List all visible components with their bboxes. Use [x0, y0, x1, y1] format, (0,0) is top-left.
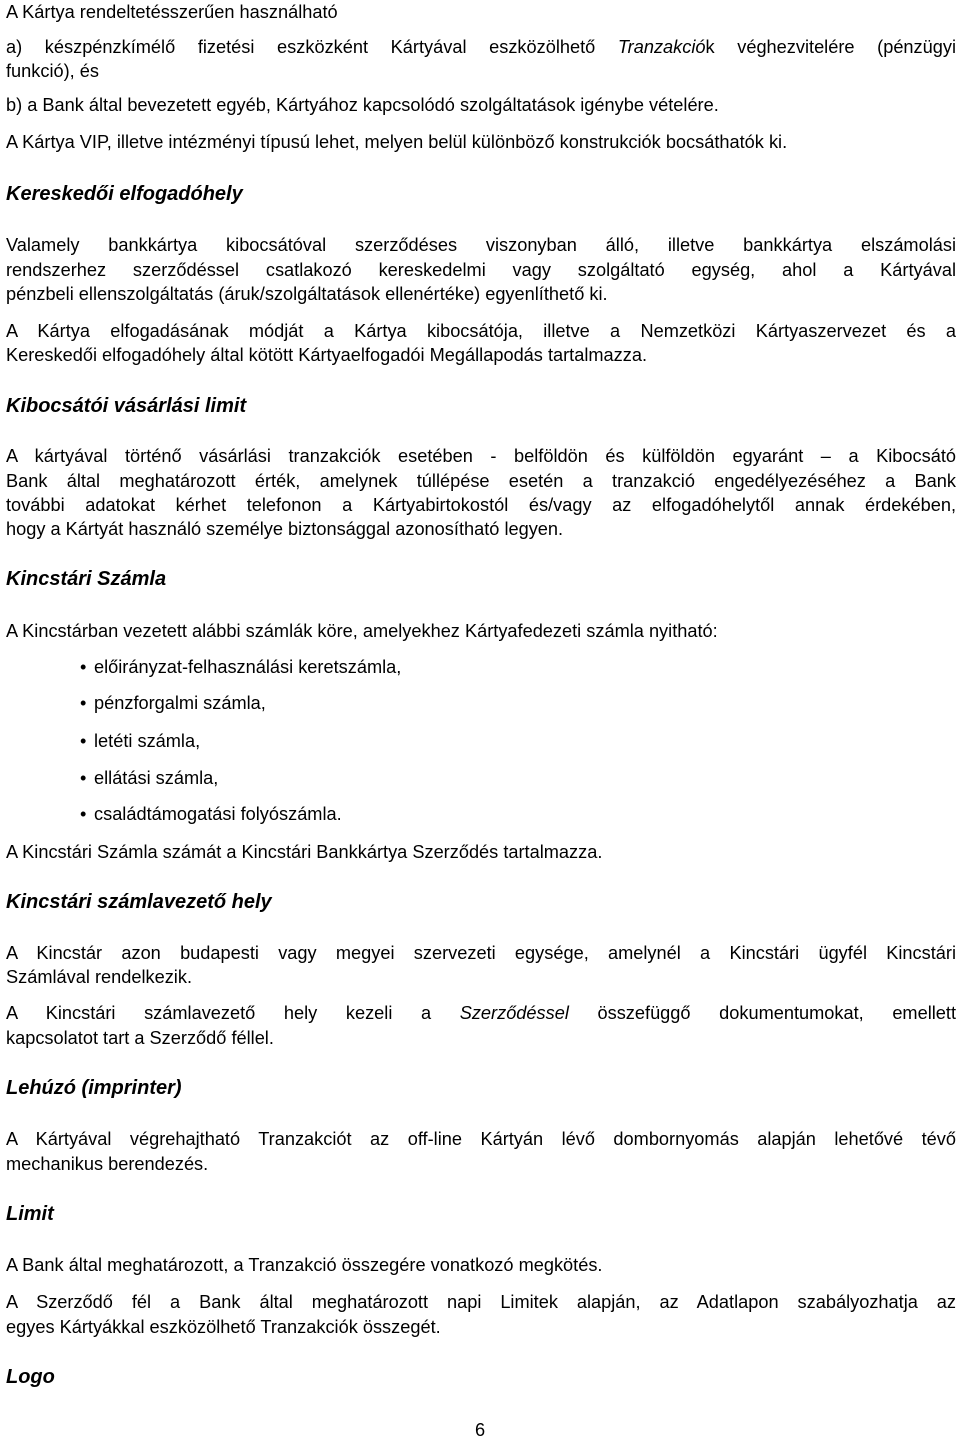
szamlavezeto-p2-line-1: [6, 1001, 956, 1025]
kereskedoi-p2-line-1: A Kártya elfogadásának módját a Kártya kibocsátója, illetve a Nemzetközi Kártyaszervezet és a: [6, 321, 956, 341]
lehuzo-p1-line-2: mechanikus berendezés.: [6, 1154, 209, 1174]
kincstari-szamla-intro: A Kincstárban vezetett alábbi számlák köre, amelyekhez Kártyafedezeti számla nyitható:: [6, 621, 718, 641]
bullet-icon: •: [80, 804, 87, 824]
list-item: [80, 691, 266, 715]
bullet-icon: •: [80, 768, 87, 788]
limit-p1: A Bank által meghatározott, a Tranzakció összegére vonatkozó megkötés.: [6, 1255, 603, 1275]
bullet-icon: •: [80, 693, 87, 713]
intro-line-2a: a) készpénzkímélő fizetési eszközként Kártyával eszközölhető: [6, 37, 618, 57]
list-item: [80, 802, 342, 826]
list-item: [80, 766, 218, 790]
heading-kereskedoi-elfogadohely: Kereskedői elfogadóhely: [6, 183, 243, 205]
list-item-text: családtámogatási folyószámla.: [94, 804, 342, 824]
szamlavezeto-p2-line-2: kapcsolatot tart a Szerződő féllel.: [6, 1028, 274, 1048]
szamlavezeto-p1-line-1: A Kincstár azon budapesti vagy megyei szervezeti egysége, amelynél a Kincstári ügyfél Kincstári: [6, 943, 956, 963]
heading-logo: Logo: [6, 1366, 55, 1388]
page-number: 6: [474, 1420, 486, 1440]
list-item: [80, 655, 401, 679]
kibocsatoi-p1-line-2: Bank által meghatározott érték, amelynek túllépése esetén a tranzakció engedélyezéséhez a Bank: [6, 471, 956, 491]
szamlavezeto-p2-part-c: összefüggő dokumentumokat, emellett: [568, 1003, 956, 1023]
limit-p2-line-2: egyes Kártyákkal eszközölhető Tranzakciók összegét.: [6, 1317, 441, 1337]
kereskedoi-p1-line-3: pénzbeli ellenszolgáltatás (áruk/szolgáltatások ellenértéke) egyenlíthető ki.: [6, 284, 608, 304]
kibocsatoi-p1-line-1: A kártyával történő vásárlási tranzakciók esetében - belföldön és külföldön egyaránt – a Kibocsátó: [6, 446, 956, 466]
intro-line-4: b) a Bank által bevezetett egyéb, Kártyához kapcsolódó szolgáltatások igénybe vételére.: [6, 95, 719, 115]
list-item-text: ellátási számla,: [94, 768, 219, 788]
list-item-text: pénzforgalmi számla,: [94, 693, 266, 713]
intro-line-2c: k véghezvitelére (pénzügyi: [705, 37, 957, 57]
kincstari-szamla-outro: A Kincstári Számla számát a Kincstári Bankkártya Szerződés tartalmazza.: [6, 842, 603, 862]
intro-line-2-italic: Tranzakció: [617, 37, 706, 57]
limit-p2-line-1: A Szerződő fél a Bank által meghatározott napi Limitek alapján, az Adatlapon szabályozhatja az: [6, 1292, 956, 1312]
list-item-text: letéti számla,: [94, 731, 201, 751]
bullet-icon: •: [80, 731, 87, 751]
list-item-text: előirányzat-felhasználási keretszámla,: [94, 657, 402, 677]
heading-kincstari-szamlavezeto-hely: Kincstári számlavezető hely: [6, 891, 272, 913]
heading-lehuzo-imprinter: Lehúzó (imprinter): [6, 1077, 182, 1099]
kereskedoi-p2-line-2: Kereskedői elfogadóhely által kötött Kártyaelfogadói Megállapodás tartalmazza.: [6, 345, 647, 365]
intro-line-1: A Kártya rendeltetésszerűen használható: [6, 2, 338, 22]
lehuzo-p1-line-1: A Kártyával végrehajtható Tranzakciót az off-line Kártyán lévő dombornyomás alapján lehetővé tévő: [6, 1129, 956, 1149]
kibocsatoi-p1-line-4: hogy a Kártyát használó személye biztonsággal azonosítható legyen.: [6, 519, 564, 539]
intro-line-3: funkció), és: [6, 61, 99, 81]
list-item: [80, 729, 200, 753]
heading-kincstari-szamla: Kincstári Számla: [6, 568, 167, 590]
intro-line-2: [6, 35, 956, 59]
intro-line-5: A Kártya VIP, illetve intézményi típusú lehet, melyen belül különböző konstrukciók bocsáthatók ki.: [6, 132, 788, 152]
kereskedoi-p1-line-2: rendszerhez szerződéssel csatlakozó kereskedelmi vagy szolgáltató egység, ahol a Kártyával: [6, 260, 956, 280]
kibocsatoi-p1-line-3: további adatokat kérhet telefonon a Kártyabirtokostól és/vagy az elfogadóhelytől annak érdekében,: [6, 495, 956, 515]
szamlavezeto-p2-italic: Szerződéssel: [459, 1003, 569, 1023]
szamlavezeto-p2-part-a: A Kincstári számlavezető hely kezeli a: [6, 1003, 460, 1023]
szamlavezeto-p1-line-2: Számlával rendelkezik.: [6, 967, 192, 987]
heading-kibocsatoi-vasarlasi-limit: Kibocsátói vásárlási limit: [6, 395, 247, 417]
bullet-icon: •: [80, 657, 87, 677]
heading-limit: Limit: [6, 1203, 54, 1225]
kereskedoi-p1-line-1: Valamely bankkártya kibocsátóval szerződéses viszonyban álló, illetve bankkártya elszámolási: [6, 235, 956, 255]
